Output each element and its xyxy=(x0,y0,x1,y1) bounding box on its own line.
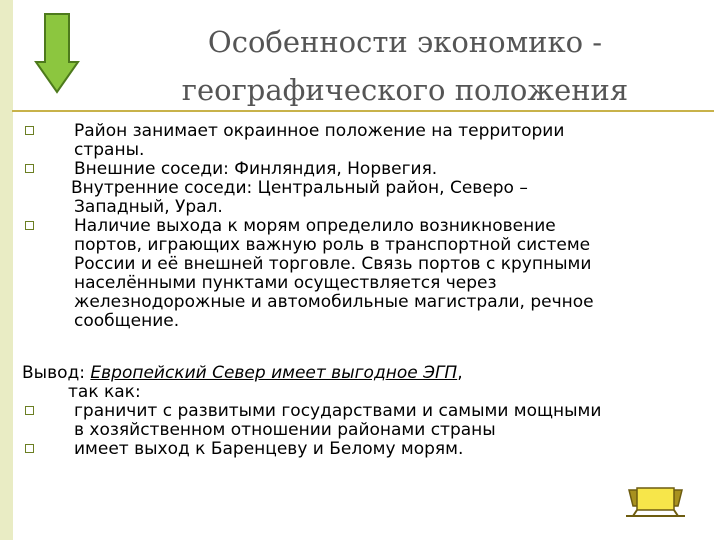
item-line: сообщение. xyxy=(74,311,180,331)
down-arrow-icon xyxy=(34,12,80,94)
list-item xyxy=(22,160,702,179)
item-line: имеет выход к Баренцеву и Белому морям. xyxy=(74,439,464,459)
left-decor-strip xyxy=(0,0,13,540)
bullet-icon xyxy=(25,126,34,135)
title-line-2: географического положения xyxy=(181,73,629,107)
list-item xyxy=(22,122,702,160)
bullet-icon xyxy=(25,444,34,453)
slide-body xyxy=(22,122,702,459)
item-line: Район занимает окраинное положение на территории xyxy=(74,121,565,141)
item-line: России и её внешней торговле. Связь портов с крупными xyxy=(74,254,592,274)
list-item xyxy=(22,440,702,459)
bullet-icon xyxy=(25,164,34,173)
item-line: Внутренние соседи: Центральный район, Северо – xyxy=(71,178,528,198)
nav-button-icon[interactable] xyxy=(625,484,686,520)
conclusion-continuation: так как: xyxy=(68,382,141,402)
item-line: Наличие выхода к морям определило возникновение xyxy=(74,216,556,236)
item-line: населёнными пунктами осуществляется через xyxy=(74,273,497,293)
item-line: страны. xyxy=(74,140,145,160)
conclusion xyxy=(22,364,702,383)
item-line: железнодорожные и автомобильные магистрали, речное xyxy=(74,292,594,312)
conclusion-statement: Европейский Север имеет выгодное ЭГП xyxy=(90,363,458,383)
title-line-1: Особенности экономико - xyxy=(207,25,603,59)
item-line: в хозяйственном отношении районами страны xyxy=(74,420,496,440)
item-line: граничит с развитыми государствами и самыми мощными xyxy=(74,401,602,421)
item-line: Западный, Урал. xyxy=(74,197,223,217)
conclusion-punct: , xyxy=(457,363,463,383)
list-item xyxy=(22,402,702,440)
list-item xyxy=(22,217,702,331)
conclusion-label: Вывод: xyxy=(22,363,91,383)
slide-title xyxy=(95,18,715,114)
title-divider xyxy=(12,110,714,112)
inner-neighbors-text xyxy=(22,179,702,217)
item-line: Внешние соседи: Финляндия, Норвегия. xyxy=(74,159,438,179)
bullet-icon xyxy=(25,221,34,230)
bullet-icon xyxy=(25,406,34,415)
item-line: портов, играющих важную роль в транспортной системе xyxy=(74,235,591,255)
